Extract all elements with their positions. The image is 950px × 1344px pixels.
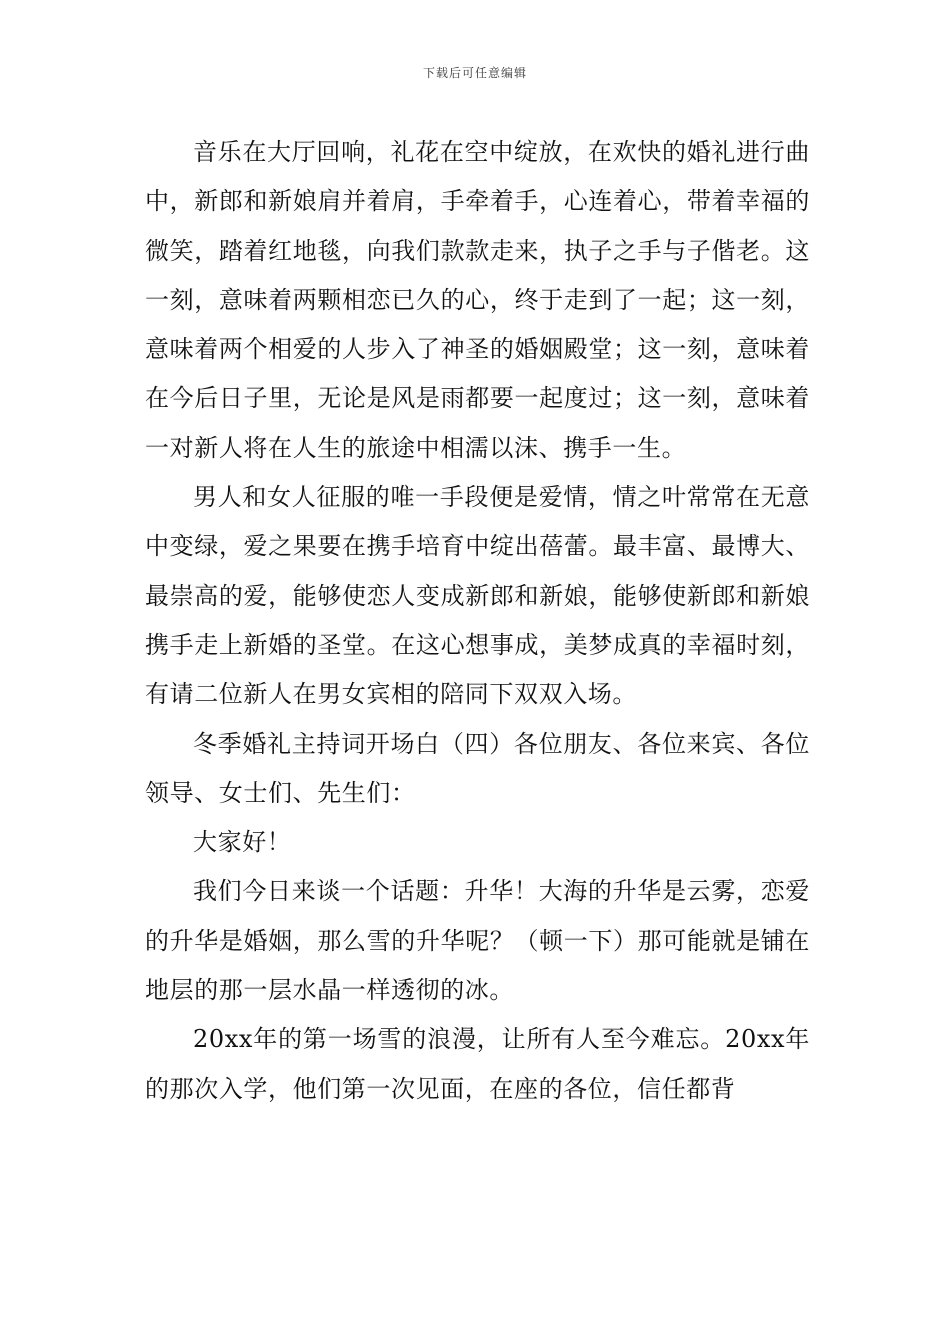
paragraph-greeting: 大家好！ [193, 828, 292, 857]
paragraph-winter-wedding-intro: 冬季婚礼主持词开场白（四）各位朋友、各位来宾、各位领导、女士们、先生们： [145, 729, 810, 807]
paragraph-ceremony-opening: 音乐在大厅回响，礼花在空中绽放，在欢快的婚礼进行曲中，新郎和新娘肩并着肩，手牵着手，心连着心，带着幸福的微笑，踏着红地毯，向我们款款走来，执子之手与子偕老。这一刻，意味着两颗相恋已久的心，终于走到了一起；这一刻，意味着两个相爱的人步入了神圣的婚姻殿堂；这一刻，意味着在今后日子里，无论是风是雨都要一起度过；这一刻，意味着一对新人将在人生的旅途中相濡以沫、携手一生。 [145, 138, 810, 462]
paragraph-first-snow: 20xx年的第一场雪的浪漫，让所有人至今难忘。20xx年的那次入学，他们第一次见面，在座的各位，信任都背 [145, 1025, 810, 1103]
paragraph-love-conquest: 男人和女人征服的唯一手段便是爱情，情之叶常常在无意中变绿，爱之果要在携手培育中绽出蓓蕾。最丰富、最博大、最崇高的爱，能够使恋人变成新郎和新娘，能够使新郎和新娘携手走上新婚的圣堂。在这心想事成，美梦成真的幸福时刻，有请二位新人在男女宾相的陪同下双双入场。 [145, 483, 810, 709]
document-body [145, 128, 810, 1114]
page-header: 下载后可任意编辑 [422, 66, 527, 80]
paragraph-sublimation-topic: 我们今日来谈一个话题：升华！大海的升华是云雾，恋爱的升华是婚姻，那么雪的升华呢？（顿一下）那可能就是铺在地层的那一层水晶一样透彻的冰。 [145, 877, 810, 1005]
